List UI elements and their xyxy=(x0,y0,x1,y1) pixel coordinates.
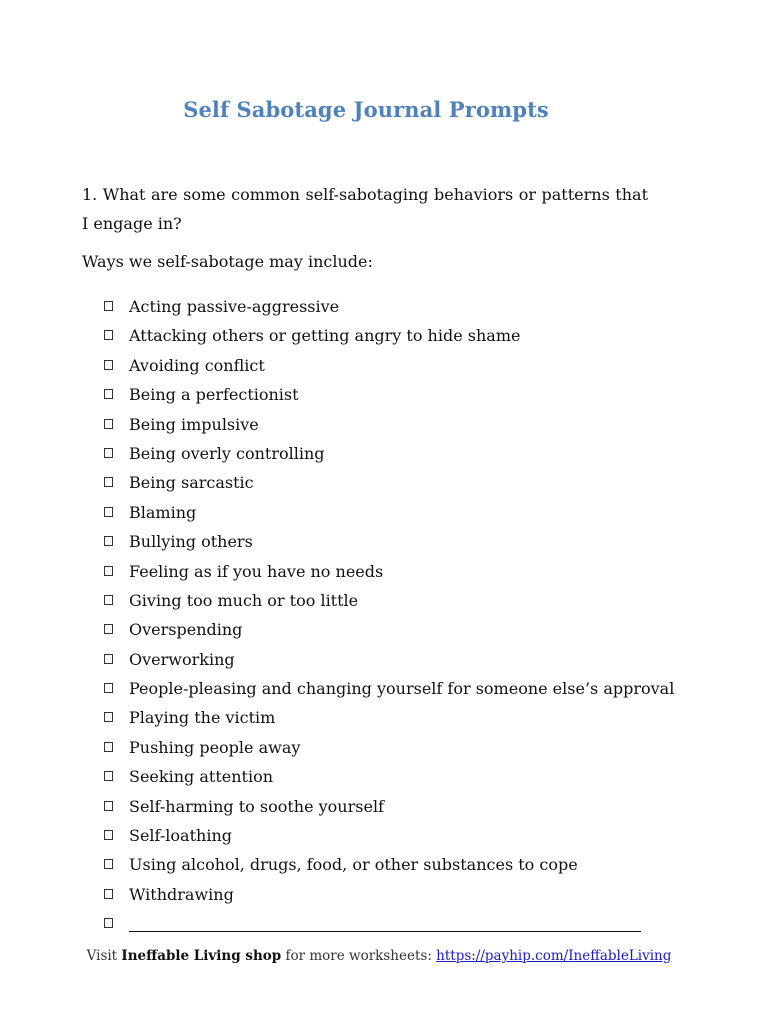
list-item-label: Overworking xyxy=(129,649,235,669)
list-item-label: Attacking others or getting angry to hide shame xyxy=(129,326,521,346)
list-item-label: Being sarcastic xyxy=(129,473,254,493)
page-title: Self Sabotage Journal Prompts xyxy=(183,97,549,122)
list-item[interactable] xyxy=(104,825,664,854)
list-item[interactable] xyxy=(104,766,664,795)
checkbox-icon[interactable] xyxy=(104,918,113,928)
list-item-label: Pushing people away xyxy=(129,737,301,757)
list-item[interactable] xyxy=(104,796,664,825)
list-item-label: Bullying others xyxy=(129,532,253,552)
checkbox-icon[interactable] xyxy=(104,742,113,752)
checkbox-icon[interactable] xyxy=(104,389,113,399)
list-item-label: Avoiding conflict xyxy=(129,355,265,375)
list-item[interactable] xyxy=(104,472,664,501)
list-item[interactable] xyxy=(104,384,664,413)
list-intro: Ways we self-sabotage may include: xyxy=(82,252,373,271)
list-item-label: Withdrawing xyxy=(129,884,234,904)
checkbox-icon[interactable] xyxy=(104,712,113,722)
checkbox-icon[interactable] xyxy=(104,419,113,429)
list-item-label: Self-loathing xyxy=(129,826,232,846)
checkbox-icon[interactable] xyxy=(104,507,113,517)
checkbox-icon[interactable] xyxy=(104,448,113,458)
list-item[interactable] xyxy=(104,355,664,384)
list-item[interactable] xyxy=(104,737,664,766)
checkbox-icon[interactable] xyxy=(104,801,113,811)
list-item-label: Blaming xyxy=(129,502,197,522)
list-item-label: People-pleasing and changing yourself for someone else’s approval xyxy=(129,679,675,699)
list-item-label: Self-harming to soothe yourself xyxy=(129,796,384,816)
list-item[interactable] xyxy=(104,678,675,707)
list-item[interactable] xyxy=(104,502,664,531)
list-item-label: Being overly controlling xyxy=(129,443,325,463)
list-item[interactable] xyxy=(104,707,664,736)
list-item[interactable] xyxy=(104,590,664,619)
checkbox-icon[interactable] xyxy=(104,654,113,664)
list-item-label: Acting passive-aggressive xyxy=(129,297,340,316)
list-item-label: Overspending xyxy=(129,620,243,640)
list-item[interactable] xyxy=(104,884,664,913)
checkbox-icon[interactable] xyxy=(104,536,113,546)
footer-prefix: Visit xyxy=(86,948,122,964)
list-item[interactable] xyxy=(104,443,664,472)
checkbox-icon[interactable] xyxy=(104,683,113,693)
list-item-label: Giving too much or too little xyxy=(129,590,359,610)
journal-question: 1. What are some common self-sabotaging behaviors or patterns that I engage in? xyxy=(82,185,648,233)
shop-link[interactable]: https://payhip.com/IneffableLiving xyxy=(436,948,672,964)
list-item[interactable] xyxy=(104,649,664,678)
checkbox-icon[interactable] xyxy=(104,330,113,340)
checkbox-icon[interactable] xyxy=(104,301,113,311)
list-item-label: Playing the victim xyxy=(129,708,276,728)
list-item[interactable] xyxy=(104,296,664,325)
checkbox-icon[interactable] xyxy=(104,889,113,899)
footer xyxy=(0,948,758,964)
list-item[interactable] xyxy=(104,325,664,354)
checkbox-icon[interactable] xyxy=(104,595,113,605)
checkbox-icon[interactable] xyxy=(104,477,113,487)
list-item-label: Being impulsive xyxy=(129,414,259,434)
write-in-line[interactable] xyxy=(129,931,641,932)
checkbox-icon[interactable] xyxy=(104,360,113,370)
list-item-label: Being a perfectionist xyxy=(129,385,299,405)
list-item-label: Seeking attention xyxy=(129,767,273,787)
list-item[interactable] xyxy=(104,414,664,443)
list-item[interactable] xyxy=(104,619,664,648)
footer-shop-name: Ineffable Living shop xyxy=(121,948,282,964)
checkbox-icon[interactable] xyxy=(104,624,113,634)
checkbox-icon[interactable] xyxy=(104,859,113,869)
list-item[interactable] xyxy=(104,854,664,883)
list-item[interactable] xyxy=(104,531,664,560)
checkbox-icon[interactable] xyxy=(104,771,113,781)
list-item-label: Using alcohol, drugs, food, or other substances to cope xyxy=(129,855,578,875)
checkbox-icon[interactable] xyxy=(104,830,113,840)
list-item[interactable] xyxy=(104,561,664,590)
list-item-label: Feeling as if you have no needs xyxy=(129,561,384,581)
behavior-checklist xyxy=(104,296,675,943)
checkbox-icon[interactable] xyxy=(104,566,113,576)
footer-middle: for more worksheets: xyxy=(281,948,437,964)
blank-list-item[interactable] xyxy=(104,913,664,942)
